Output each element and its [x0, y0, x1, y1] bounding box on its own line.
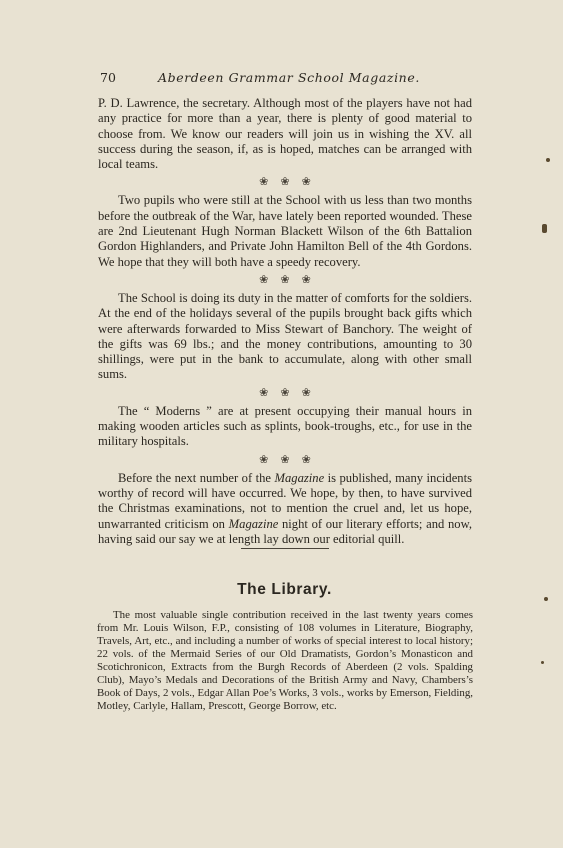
- magazine-title-italic: Magazine: [274, 470, 325, 485]
- ornament-divider: ❀❀❀: [259, 453, 323, 466]
- ornament-divider: ❀❀❀: [259, 386, 323, 399]
- library-paragraph: The most valuable single contribution received in the last twenty years comes from Mr. Louis Wilson, F.P., consisting of 108 volumes in Literature, Biography, Travels, Art, etc., and including a number of works of special interest to local history; 22 vols. of the Mermaid Series of our Old Dramatists, Gordon’s Monasticon and Scotichronicon, Extracts from the Burgh Records of Aberdeen (2 vols. Spalding Club), Mayo’s Medals and Decorations of the British Army and Navy, Chambers’s Book of Days, 2 vols., Edgar Allan Poe’s Works, 3 vols., works by Emerson, Fielding, Motley, Carlyle, Hallam, Prescott, George Borrow, etc.: [97, 609, 473, 712]
- paper-blemish: [541, 661, 544, 664]
- library-heading: The Library.: [237, 581, 332, 598]
- running-title: Aberdeen Grammar School Magazine.: [158, 70, 420, 85]
- paragraph-comforts: The School is doing its duty in the matter of comforts for the soldiers. At the end of the holidays several of the pupils brought back gifts which were afterwards forwarded to Miss Stewart of Banchory. The weight of the gifts was 69 lbs.; and the money contributions, amounting to 30 shillings, were put in the bank to accumulate, along with other small sums.: [98, 290, 472, 382]
- paragraph-rugby: P. D. Lawrence, the secretary. Although most of the players have not had any practice for more than a year, there is plenty of good material to choose from. We know our readers will join us in wishing the XV. all success during the season, if, as is hoped, matches can be arranged with local teams.: [98, 96, 472, 172]
- paper-blemish: [544, 597, 548, 601]
- library-section: [97, 609, 473, 713]
- ornament-divider: ❀❀❀: [259, 176, 323, 189]
- paragraph-editorial-close: Before the next number of the Magazine is published, many incidents worthy of record will have occurred. We hope, by then, to have survived the Christmas examinations, not to mention the cruel and, let us hope, unwarranted criticism on Magazine night of our literary efforts; and now, having said our say we at length lay down our editorial quill.: [98, 470, 472, 546]
- page-number: 70: [100, 70, 116, 85]
- paper-blemish: [542, 224, 547, 233]
- paragraph-moderns: The “ Moderns ” are at present occupying their manual hours in making wooden articles such as splints, book-troughs, etc., for use in the military hospitals.: [98, 403, 472, 449]
- section-rule: [241, 548, 329, 549]
- magazine-title-italic: Magazine: [228, 516, 279, 531]
- paragraph-wounded-pupils: Two pupils who were still at the School with us less than two months before the outbreak of the War, have lately been reported wounded. These are 2nd Lieutenant Hugh Norman Blackett Wilson of the 6th Battalion Gordon Highlanders, and Private John Hamilton Bell of the 4th Gordons. We hope that they will both have a speedy recovery.: [98, 193, 472, 269]
- paper-blemish: [546, 158, 550, 162]
- article-body: [98, 96, 472, 547]
- ornament-divider: ❀❀❀: [259, 273, 323, 286]
